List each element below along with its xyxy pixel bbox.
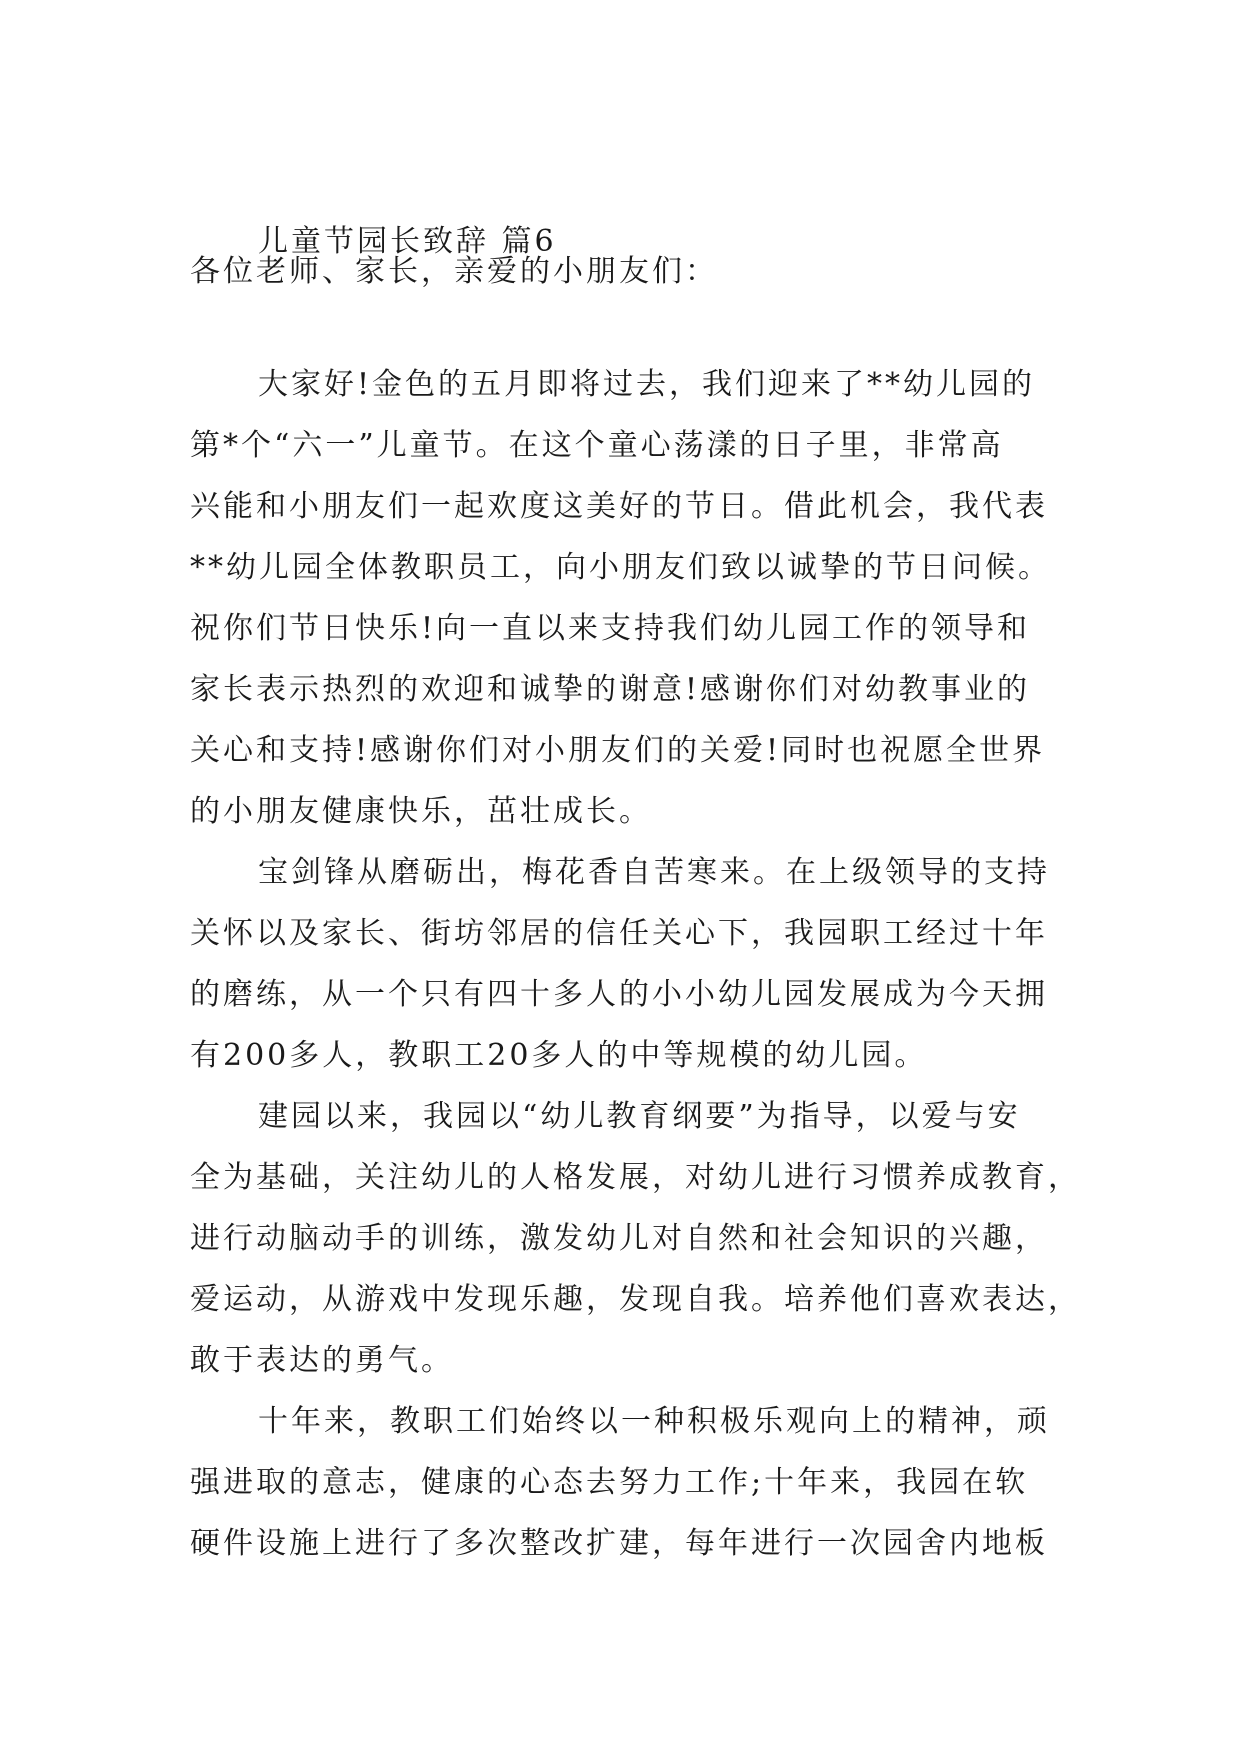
paragraph-2-line-1: 宝剑锋从磨砺出，梅花香自苦寒来。在上级领导的支持 — [258, 855, 1050, 890]
paragraph-3-line-4: 爱运动，从游戏中发现乐趣，发现自我。培养他们喜欢表达， — [190, 1282, 1081, 1317]
paragraph-1-line-6: 家长表示热烈的欢迎和诚挚的谢意!感谢你们对幼教事业的 — [190, 672, 1031, 707]
paragraph-4-line-3: 硬件设施上进行了多次整改扩建，每年进行一次园舍内地板 — [190, 1526, 1048, 1561]
paragraph-3-line-3: 进行动脑动手的训练，激发幼儿对自然和社会知识的兴趣， — [190, 1221, 1048, 1256]
paragraph-1-line-1: 大家好!金色的五月即将过去，我们迎来了**幼儿园的 — [258, 367, 1036, 402]
paragraph-4-line-1: 十年来，教职工们始终以一种积极乐观向上的精神，顽 — [258, 1404, 1050, 1439]
document-title: 儿童节园长致辞 篇6 — [258, 224, 557, 259]
paragraph-2-line-4: 有200多人，教职工20多人的中等规模的幼儿园。 — [190, 1038, 928, 1073]
greeting-line: 各位老师、家长，亲爱的小朋友们： — [190, 254, 718, 289]
paragraph-4-line-2: 强进取的意志，健康的心态去努力工作;十年来，我园在软 — [190, 1465, 1029, 1500]
paragraph-3-line-2: 全为基础，关注幼儿的人格发展，对幼儿进行习惯养成教育， — [190, 1160, 1081, 1195]
paragraph-3-line-5: 敢于表达的勇气。 — [190, 1343, 454, 1378]
paragraph-1-line-3: 兴能和小朋友们一起欢度这美好的节日。借此机会，我代表 — [190, 489, 1048, 524]
paragraph-1-line-7: 关心和支持!感谢你们对小朋友们的关爱!同时也祝愿全世界 — [190, 733, 1046, 768]
paragraph-2-line-3: 的磨练，从一个只有四十多人的小小幼儿园发展成为今天拥 — [190, 977, 1048, 1012]
paragraph-1-line-8: 的小朋友健康快乐，茁壮成长。 — [190, 794, 652, 829]
paragraph-1-line-5: 祝你们节日快乐!向一直以来支持我们幼儿园工作的领导和 — [190, 611, 1031, 646]
paragraph-3-line-1: 建园以来，我园以“幼儿教育纲要”为指导，以爱与安 — [258, 1099, 1021, 1134]
paragraph-1-line-4: **幼儿园全体教职员工，向小朋友们致以诚挚的节日问候。 — [190, 550, 1051, 585]
paragraph-1-line-2: 第*个“六一”儿童节。在这个童心荡漾的日子里，非常高 — [190, 428, 1004, 463]
paragraph-2-line-2: 关怀以及家长、街坊邻居的信任关心下，我园职工经过十年 — [190, 916, 1048, 951]
